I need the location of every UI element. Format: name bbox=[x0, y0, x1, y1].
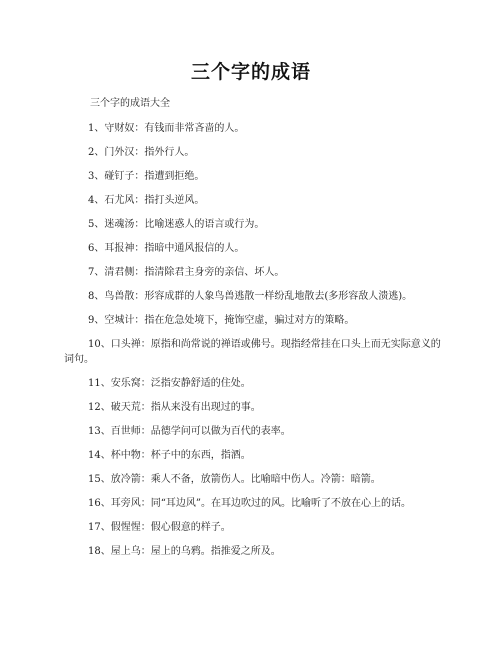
idiom-list bbox=[64, 121, 442, 568]
list-item: 16、耳旁风：同“耳边风”。在耳边吹过的风。比喻听了不放在心上的话。 bbox=[88, 498, 411, 509]
list-item: 12、破天荒：指从来没有出现过的事。 bbox=[88, 402, 261, 413]
list-item: 14、杯中物：杯子中的东西，指酒。 bbox=[88, 450, 251, 461]
list-item: 3、碰钉子：指遭到拒绝。 bbox=[88, 171, 205, 182]
list-item: 17、假惺惺：假心假意的样子。 bbox=[88, 522, 231, 533]
list-item: 4、石尤风：指打头逆风。 bbox=[88, 195, 205, 206]
list-item: 15、放冷箭：乘人不备，放箭伤人。比喻暗中伤人。冷箭：暗箭。 bbox=[88, 474, 381, 485]
list-item: 13、百世师：品德学问可以做为百代的表率。 bbox=[88, 426, 291, 437]
document-title: 三个字的成语 bbox=[190, 61, 311, 83]
document-subtitle: 三个字的成语大全 bbox=[90, 98, 170, 109]
list-item: 18、屋上乌：屋上的乌鸦。指推爱之所及。 bbox=[88, 546, 281, 557]
list-item: 5、迷魂汤：比喻迷惑人的语言或行为。 bbox=[88, 219, 265, 230]
list-item: 2、门外汉：指外行人。 bbox=[88, 147, 195, 158]
list-item: 1、守财奴：有钱而非常吝啬的人。 bbox=[88, 123, 245, 134]
list-item: 7、清君侧：指清除君主身旁的亲信、坏人。 bbox=[88, 267, 285, 278]
list-item: 8、鸟兽散：形容成群的人象鸟兽逃散一样纷乱地散去(多形容敌人溃逃)。 bbox=[88, 291, 413, 302]
list-item: 6、耳报神：指暗中通风报信的人。 bbox=[88, 243, 245, 254]
list-item: 10、口头禅：原指和尚常说的禅语或佛号。现指经常挂在口头上而无实际意义的词句。 bbox=[64, 339, 441, 365]
list-item: 11、安乐窝：泛指安静舒适的住处。 bbox=[88, 378, 251, 389]
list-item: 9、空城计：指在危急处境下，掩饰空虚，骗过对方的策略。 bbox=[88, 315, 355, 326]
